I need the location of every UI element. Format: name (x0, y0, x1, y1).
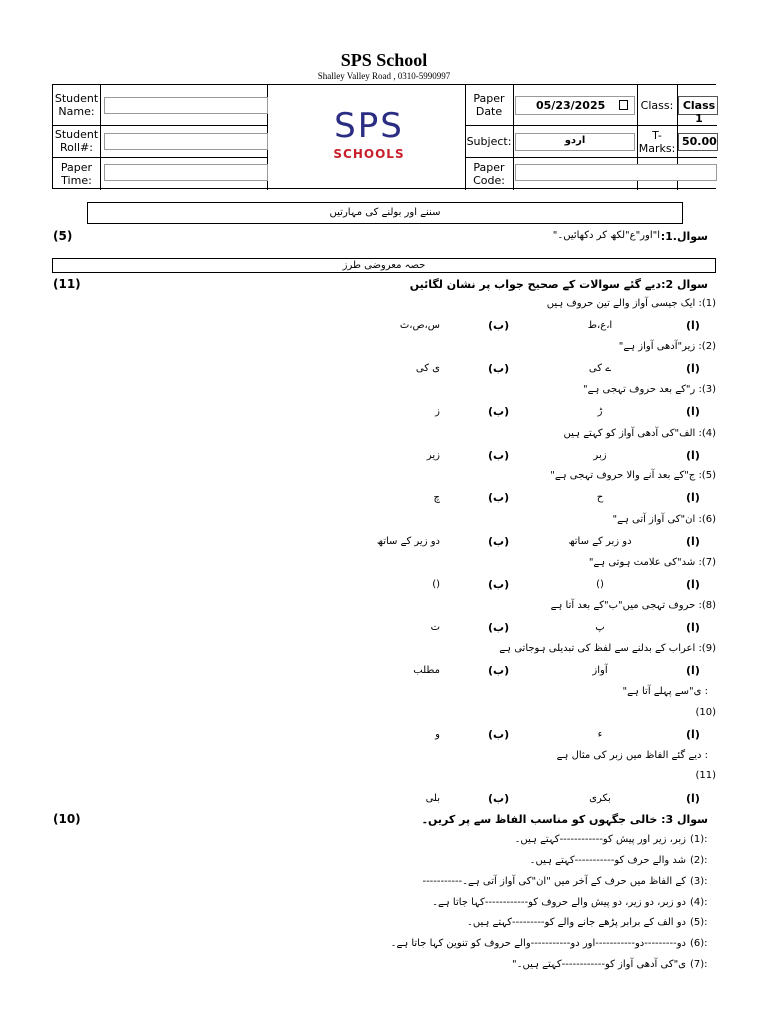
option-a-label: (ا) (686, 449, 700, 462)
option-b[interactable]: ت (430, 622, 440, 633)
option-b[interactable]: مطلب (413, 665, 440, 676)
option-a[interactable]: بکری (589, 793, 611, 804)
option-a-label: (ا) (686, 319, 700, 332)
option-a-label: (ا) (686, 578, 700, 591)
q2-question: : دیے گئے الفاظ میں زبر کی مثال ہے (556, 750, 708, 761)
option-a[interactable]: ء (597, 729, 603, 740)
option-b-label: (ب) (488, 405, 510, 418)
paper-code-field[interactable] (515, 164, 717, 181)
q2-question-number: (10) (695, 707, 716, 718)
subject-value: اردو (564, 135, 586, 146)
q3-heading: سوال 3: خالی جگہوں کو مناسب الفاظ سے پر کریں۔ (421, 813, 708, 826)
option-a-label: (ا) (686, 728, 700, 741)
option-a-label: (ا) (686, 405, 700, 418)
option-a[interactable]: ح (596, 492, 604, 503)
option-b[interactable]: و (435, 729, 440, 740)
q2-question: (2): زیر"آدھی آواز ہے" (618, 341, 716, 352)
option-a[interactable]: () (596, 579, 604, 590)
q3-text: زبر، زیر اور پیش کو------------کہتے ہیں۔ (514, 834, 686, 845)
option-b[interactable]: س،ص،ث (399, 320, 440, 331)
subject-field[interactable] (515, 133, 635, 151)
q2-question: (8): حروف تہجی میں"ب"کے بعد آتا ہے (550, 600, 716, 611)
q2-question: (9): اعراب کے بدلنے سے لفظ کی تبدیلی ہوجاتی ہے (499, 643, 716, 654)
header-table (52, 84, 716, 189)
school-address: Shalley Valley Road , 0310-5990997 (317, 71, 451, 81)
student-roll-field[interactable] (104, 133, 268, 150)
option-b[interactable]: ی کی (415, 363, 440, 374)
paper-time-label: Paper Time: (60, 161, 93, 187)
class-field[interactable] (678, 96, 718, 125)
logo-text-schools: SCHOOLS (333, 147, 405, 161)
student-name-label: Student Name: (54, 92, 99, 118)
tmarks-label: T-Marks: (638, 129, 676, 155)
option-a-label: (ا) (686, 491, 700, 504)
q3-text: دو---------دو-----------اور دو-----------والے حروف کو تنوین کہا جاتا ہے۔ (390, 938, 686, 949)
class-value: Class 1 (682, 99, 716, 125)
option-a[interactable]: پ (595, 622, 605, 633)
tmarks-field[interactable] (678, 133, 718, 151)
q2-question: (7): شد"کی علامت ہوتی ہے" (588, 557, 716, 568)
option-b[interactable]: بلی (425, 793, 440, 804)
q2-question: (3): ر"کے بعد حروف تہجی ہے" (583, 384, 716, 395)
option-b-label: (ب) (488, 535, 510, 548)
paper-code-label: Paper Code: (473, 161, 505, 187)
q3-text: کے الفاظ میں حرف کے آخر میں "ان"کی آواز آتی ہے۔----------- (422, 876, 686, 887)
q2-question-number: (11) (695, 770, 716, 781)
q3-text: دو الف کے برابر پڑھے جانے والے کو---------کہتے ہیں۔ (467, 917, 686, 928)
q3-number: (1): (690, 834, 708, 845)
q2-marks: (11) (53, 277, 81, 291)
option-b[interactable]: ز (435, 406, 440, 417)
option-b-label: (ب) (488, 449, 510, 462)
section-objective: حصہ معروضی طرز (52, 258, 716, 273)
logo-text-sps: SPS (334, 106, 404, 146)
option-b-label: (ب) (488, 728, 510, 741)
option-a-label: (ا) (686, 535, 700, 548)
q2-question: (6): ان"کی آواز آتی ہے" (612, 514, 716, 525)
option-b-label: (ب) (488, 491, 510, 504)
student-name-field[interactable] (104, 97, 268, 114)
paper-date-value: 05/23/2025 (536, 99, 606, 112)
option-a[interactable]: دو زبر کے ساتھ (568, 536, 632, 547)
option-a-label: (ا) (686, 792, 700, 805)
option-a[interactable]: ڑ (597, 406, 603, 417)
q2-question: : ی"سے پہلے آتا ہے" (622, 686, 708, 697)
q3-number: (3): (690, 876, 708, 887)
q3-marks: (10) (53, 812, 81, 826)
paper-time-field[interactable] (104, 164, 268, 181)
paper-date-field[interactable] (515, 96, 635, 115)
option-a[interactable]: ا،ع،ط (587, 320, 613, 331)
calendar-icon[interactable] (619, 100, 628, 110)
option-b[interactable]: () (432, 579, 440, 590)
option-b[interactable]: چ (433, 492, 440, 503)
q1-label: سوال.1: (660, 230, 708, 243)
option-a[interactable]: زبر (593, 450, 607, 461)
option-a[interactable]: آواز (592, 665, 608, 676)
q2-question: (5): ج"کے بعد آنے والا حروف تہجی ہے" (550, 470, 716, 481)
option-b-label: (ب) (488, 621, 510, 634)
q2-question: (4): الف"کی آدھی آواز کو کہتے ہیں (563, 428, 716, 439)
class-label: Class: (640, 99, 674, 112)
q3-number: (2): (690, 855, 708, 866)
paper-date-label: Paper Date (473, 92, 505, 118)
q1-text: ا"اور"ع"لکھ کر دکھائیں۔" (552, 230, 660, 241)
q3-number: (4): (690, 897, 708, 908)
option-b[interactable]: زیر (426, 450, 440, 461)
q1-marks: (5) (53, 229, 73, 243)
q3-number: (6): (690, 938, 708, 949)
q2-heading: سوال 2:دیے گئے سوالات کے صحیح جواب پر نشان لگائیں (409, 278, 708, 291)
option-a[interactable]: ے کی (588, 363, 612, 374)
option-b-label: (ب) (488, 664, 510, 677)
school-title: SPS School (340, 50, 428, 70)
option-a-label: (ا) (686, 664, 700, 677)
q3-text: دو زبر، دو زیر، دو پیش والے حروف کو------------کہا جاتا ہے۔ (432, 897, 686, 908)
student-roll-label: Student Roll#: (54, 128, 99, 154)
q2-question: (1): ایک جیسی آواز والے تین حروف ہیں (546, 298, 716, 309)
option-b-label: (ب) (488, 792, 510, 805)
subject-label: Subject: (466, 135, 512, 148)
q3-number: (5): (690, 917, 708, 928)
q3-number: (7): (690, 959, 708, 970)
option-b-label: (ب) (488, 362, 510, 375)
option-a-label: (ا) (686, 362, 700, 375)
section-listening-speaking: سننے اور بولنے کی مہارتیں (87, 202, 683, 224)
option-b-label: (ب) (488, 578, 510, 591)
q3-text: شد والے حرف کو-----------کہتے ہیں۔ (529, 855, 686, 866)
option-b-label: (ب) (488, 319, 510, 332)
q3-text: ی"کی آدھی آواز کو------------کہتے ہیں۔" (512, 959, 686, 970)
option-a-label: (ا) (686, 621, 700, 634)
option-b[interactable]: دو زیر کے ساتھ (376, 536, 440, 547)
tmarks-value: 50.00 (682, 135, 717, 148)
